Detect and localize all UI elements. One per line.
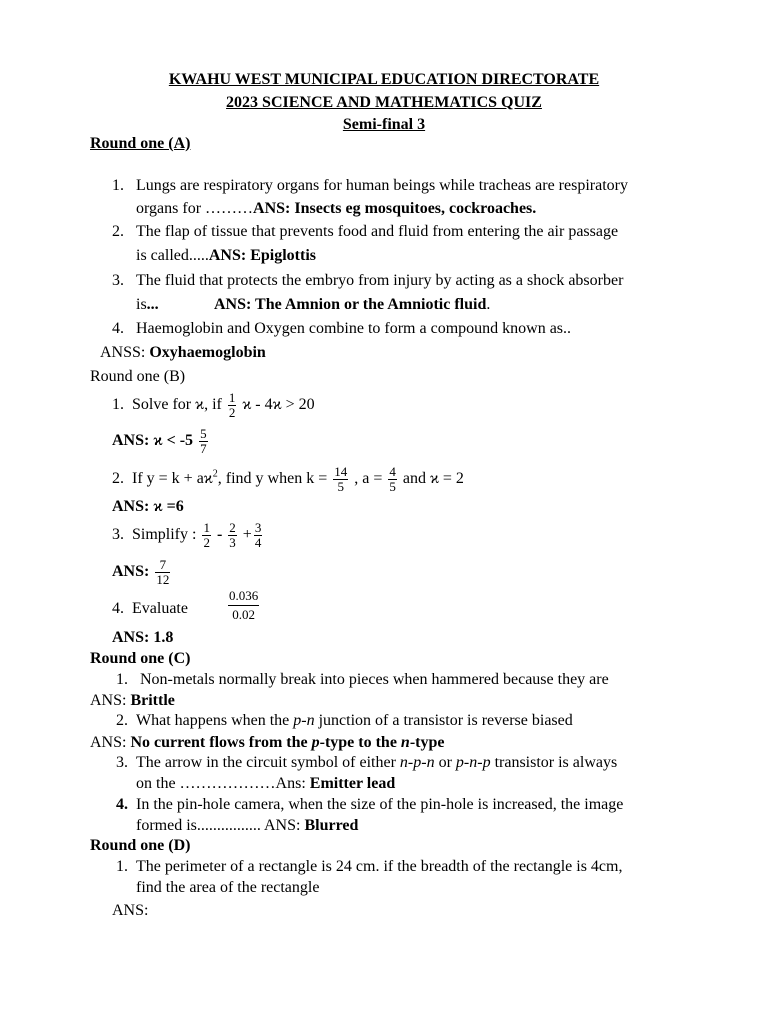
round-a-q1-answer: ANS: Insects eg mosquitoes, cockroaches. xyxy=(253,200,537,217)
round-a-q1-line1: Lungs are respiratory organs for human beings while tracheas are respiratory xyxy=(136,177,628,194)
round-a-q3-answer-line: ANS: The Amnion or the Amniotic fluid. xyxy=(214,296,491,313)
round-c-q3-number: 3. xyxy=(116,754,128,771)
fraction-seven-twelfths: $\frac{7}{12}$ xyxy=(156,557,170,587)
round-b-q2: 2. If $y = k + aϰ^2$, find y when k = $\frac{14}{5}$ , a = $\frac{4}{5}$ and ϰ = 2 xyxy=(112,464,464,494)
round-a-q3-line2a: is... xyxy=(136,296,159,313)
round-a-title: Round one (A) xyxy=(90,135,191,152)
round-a-q1-line2: organs for ………ANS: Insects eg mosquitoes, cockroaches. xyxy=(136,200,537,217)
round-a-q4-line1: Haemoglobin and Oxygen combine to form a compound known as.. xyxy=(136,320,572,337)
round-c-q2-number: 2. xyxy=(116,712,128,729)
round-c-q3-answer: Emitter lead xyxy=(309,775,396,792)
round-d-q1-line2: find the area of the rectangle xyxy=(136,879,320,896)
round-b-q1-answer: ANS: ϰ < -5 $\frac{5}{7}$ xyxy=(112,426,207,456)
round-b-q3: 3. Simplify : $\frac{1}{2}$ - $\frac{2}{3}$ + $\frac{3}{4}$ xyxy=(112,520,262,550)
round-a-q2-line1: The flap of tissue that prevents food and fluid from entering the air passage xyxy=(136,223,619,240)
round-c-q4-line1: In the pin-hole camera, when the size of the pin-hole is increased, the image xyxy=(136,796,624,813)
round-a-q2-answer: ANS: Epiglottis xyxy=(208,247,316,264)
round-d-q1-answer: ANS: xyxy=(112,902,149,919)
round-b-q1: 1. Solve for ϰ, if $\frac{1}{2}$ ϰ - 4ϰ > 20 xyxy=(112,390,315,420)
fraction-evaluate: $\frac{0.036}{0.02}$ xyxy=(229,588,259,622)
fraction-three-quarters: $\frac{3}{4}$ xyxy=(254,520,262,550)
round-d-title: Round one (D) xyxy=(90,837,191,854)
header-directorate: KWAHU WEST MUNICIPAL EDUCATION DIRECTORATE xyxy=(168,71,600,88)
round-c-q1-number: 1. xyxy=(116,671,128,688)
round-a-q4-number: 4. xyxy=(112,320,124,337)
round-b-q2-answer: ANS: ϰ =6 xyxy=(112,498,184,515)
header-quiz-title: 2023 SCIENCE AND MATHEMATICS QUIZ xyxy=(226,94,542,111)
round-a-q3-number: 3. xyxy=(112,272,124,289)
fraction-one-half-b: $\frac{1}{2}$ xyxy=(203,520,210,550)
round-c-q4-line2: formed is................ ANS: Blurred xyxy=(136,817,359,834)
round-c-q2-answer: No current flows from the p-type to the n-type xyxy=(130,734,445,751)
round-b-q4-label: 4. Evaluate xyxy=(112,600,188,617)
round-c-q1-answer: Brittle xyxy=(130,692,175,709)
round-a-q2-number: 2. xyxy=(112,223,124,240)
round-b-q4-answer: ANS: 1.8 xyxy=(112,629,174,646)
round-c-title: Round one (C) xyxy=(90,650,191,667)
round-a-q3-line1: The fluid that protects the embryo from injury by acting as a shock absorber xyxy=(136,272,624,289)
round-a-q2-line2: is called.....ANS: Epiglottis xyxy=(136,247,316,264)
fraction-k: $\frac{14}{5}$ xyxy=(334,464,348,494)
round-a-q4-answer-line: ANSS: Oxyhaemoglobin xyxy=(100,344,266,361)
round-b-q3-answer: ANS: $\frac{7}{12}$ xyxy=(112,557,170,587)
round-a-q1-number: 1. xyxy=(112,177,124,194)
round-a-q4-answer: Oxyhaemoglobin xyxy=(149,344,266,361)
round-c-q1-answer-line: ANS: Brittle xyxy=(90,692,175,709)
round-c-q4-number: 4. xyxy=(116,796,128,813)
round-c-q2-line1: What happens when the p-n junction of a transistor is reverse biased xyxy=(136,712,573,729)
round-b-title: Round one (B) xyxy=(90,368,186,385)
round-a-q3-answer: ANS: The Amnion or the Amniotic fluid xyxy=(214,296,487,313)
round-c-q4-answer: Blurred xyxy=(304,817,359,834)
fraction-two-thirds: $\frac{2}{3}$ xyxy=(229,520,236,550)
round-c-q3-line2: on the ………………Ans: Emitter lead xyxy=(136,775,396,792)
round-d-q1-line1: The perimeter of a rectangle is 24 cm. if the breadth of the rectangle is 4cm, xyxy=(136,858,623,875)
fraction-five-sevenths: $\frac{5}{7}$ xyxy=(200,426,207,456)
fraction-a: $\frac{4}{5}$ xyxy=(389,464,396,494)
fraction-one-half: $\frac{1}{2}$ xyxy=(228,390,236,420)
round-c-q2-answer-line: ANS: No current flows from the p-type to the n-type xyxy=(90,734,445,751)
round-c-q1-line1: Non-metals normally break into pieces when hammered because they are xyxy=(140,671,609,688)
header-semi-final: Semi-final 3 xyxy=(342,116,426,133)
round-c-q3-line1: The arrow in the circuit symbol of either n-p-n or p-n-p transistor is always xyxy=(136,754,618,771)
round-d-q1-number: 1. xyxy=(116,858,128,875)
